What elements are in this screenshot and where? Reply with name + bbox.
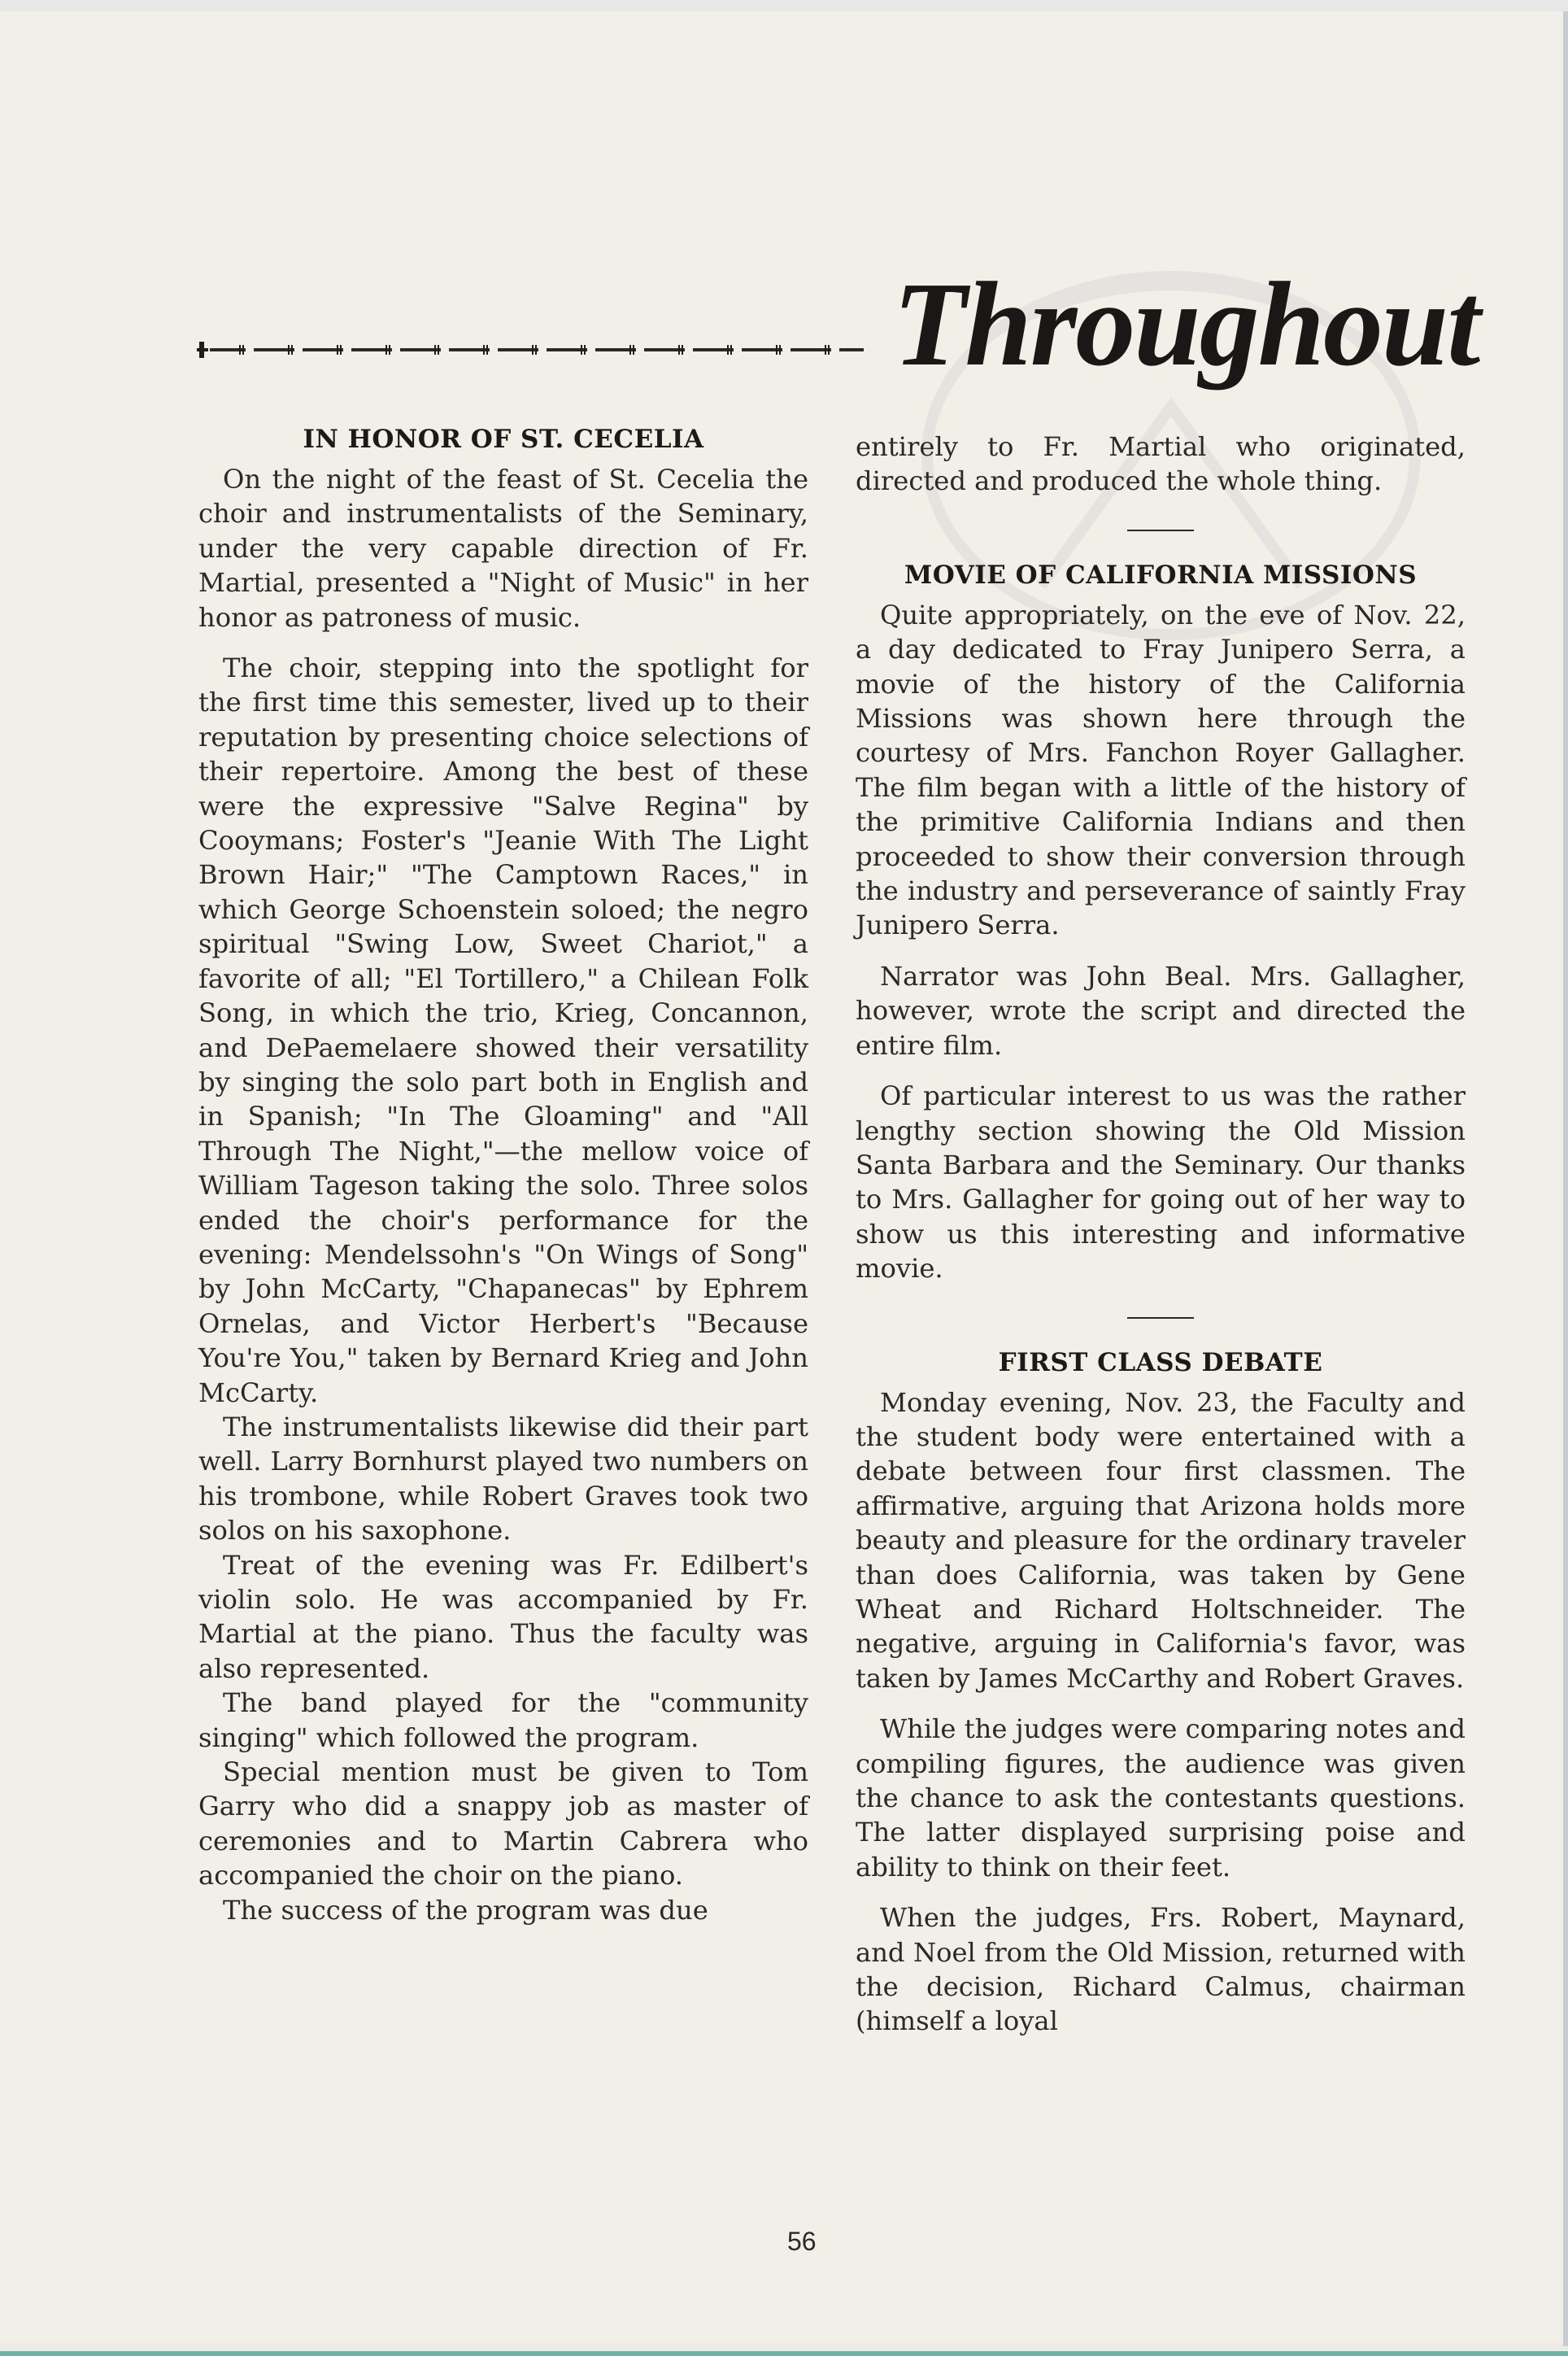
article-paragraph: Treat of the evening was Fr. Edilbert's violin solo. He was accompanied by Fr. Martial at the piano. Thus the faculty was also represented. xyxy=(198,1549,808,1684)
article-paragraph: On the night of the feast of St. Cecelia the choir and instrumentalists of the Seminary, under the very capable direction of Fr. Martial, presented a "Night of Music" in her honor as patroness of music. xyxy=(198,464,808,633)
article-paragraph: While the judges were comparing notes and compiling figures, the audience was given the chance to ask the contestants questions. The latter displayed surprising poise and ability to think on their feet. xyxy=(856,1713,1466,1883)
article-paragraph: Of particular interest to us was the rather lengthy section showing the Old Mission Santa Barbara and the Seminary. Our thanks to Mrs. Gallagher for going out of her way to show us this interesting and informative movie. xyxy=(856,1080,1466,1285)
article-paragraph: The choir, stepping into the spotlight for the first time this semester, lived up to their reputation by presenting choice selections of their repertoire. Among the best of these were the expressive "Salve Regina" by Cooymans; Foster's "Jeanie With The Light Brown Hair;" "The Camptown Races," in which George Schoenstein soloed; the negro spiritual "Swing Low, Sweet Chariot," a favorite of all; "El Tortillero," a Chilean Folk Song, in which the trio, Krieg, Concannon, and DePaemelaere showed their versatility by singing the solo part both in English and in Spanish; "In The Gloaming" and "All Through The Night,"—the mellow voice of William Tageson taking the solo. Three solos ended the choir's performance for the evening: Mendelssohn's "On Wings of Song" by John McCarty, "Chapanecas" by Ephrem Ornelas, and Victor Herbert's "Because You're You," taken by Bernard Krieg and John McCarty. xyxy=(198,652,808,1408)
right-column xyxy=(856,430,1466,2039)
article-paragraph: Quite appropriately, on the eve of Nov. 22, a day dedicated to Fray Junipero Serra, a movie of the history of the California Missions was shown here through the courtesy of Mrs. Fanchon Royer Gallagher. The film began with a little of the history of the primitive California Indians and then proceeded to show their conversion through the industry and perseverance of saintly Fray Junipero Serra. xyxy=(856,599,1466,941)
scan-edge-bottom xyxy=(0,2351,1568,2356)
section-divider xyxy=(1127,530,1194,531)
section-header xyxy=(197,258,1479,391)
article-paragraph: The success of the program was due xyxy=(223,1894,708,1926)
article-paragraph: When the judges, Frs. Robert, Maynard, and Noel from the Old Mission, returned with the decision, Richard Calmus, chairman (himself a loyal xyxy=(856,1902,1466,2037)
article-paragraph: Special mention must be given to Tom Garry who did a snappy job as master of ceremonies and to Martin Cabrera who accompanied the choir on the piano. xyxy=(198,1756,808,1891)
article-paragraph: Monday evening, Nov. 23, the Faculty and the student body were entertained with a debate between four first classmen. The affirmative, arguing that Arizona holds more beauty and pleasure for the ordinary traveler than does California, was taken by Gene Wheat and Richard Holtschneider. The negative, arguing in California's favor, was taken by James McCarthy and Robert Graves. xyxy=(856,1386,1466,1694)
article-paragraph: The band played for the "community singing" which followed the program. xyxy=(198,1687,808,1753)
section-divider xyxy=(1127,1317,1194,1319)
scan-edge-top xyxy=(0,0,1568,11)
page-number: 56 xyxy=(787,2227,817,2256)
page-title: Throughout xyxy=(893,258,1479,391)
article-heading-first-class-debate: FIRST CLASS DEBATE xyxy=(998,1347,1323,1377)
article-paragraph: Narrator was John Beal. Mrs. Gallagher, however, wrote the script and directed the entire film. xyxy=(856,960,1466,1061)
article-heading-st-cecelia: IN HONOR OF ST. CECELIA xyxy=(303,425,704,454)
ornamental-rule-icon xyxy=(197,340,864,360)
left-column xyxy=(198,423,808,1927)
scan-edge-right xyxy=(1563,11,1568,2346)
article-heading-california-missions: MOVIE OF CALIFORNIA MISSIONS xyxy=(904,560,1418,590)
article-paragraph-continued: entirely to Fr. Martial who originated, directed and produced the whole thing. xyxy=(856,431,1466,497)
article-paragraph: The instrumentalists likewise did their part well. Larry Bornhurst played two numbers on his trombone, while Robert Graves took two solos on his saxophone. xyxy=(198,1411,808,1547)
